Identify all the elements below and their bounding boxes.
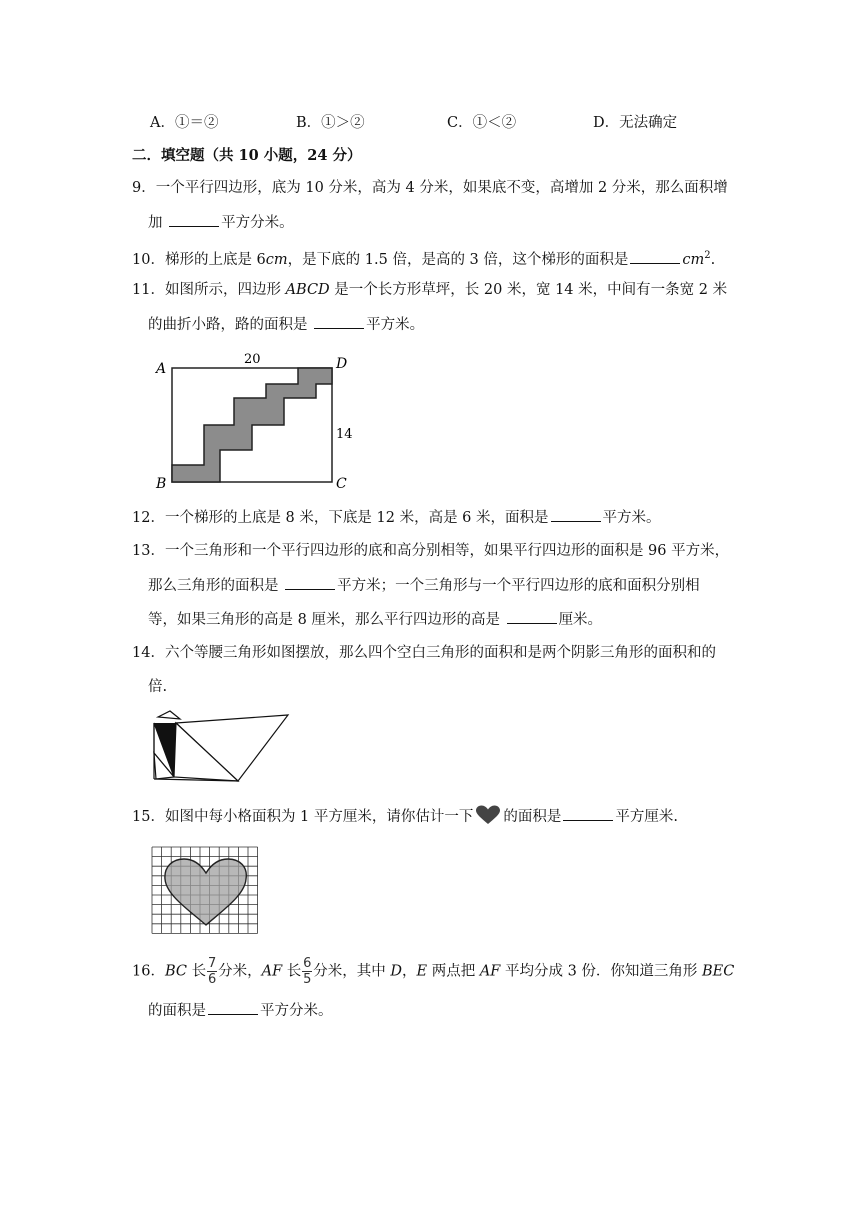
q16-line1: 16．BC 长 $\frac{7}{6}$ 分米，AF 长 $\frac{6}{5}$ 分米，其中 D，E 两点把 AF 平均分成 3 份．你知道三角形 BEC	[132, 956, 735, 987]
q12-blank[interactable]	[551, 507, 601, 522]
option-b: B．①＞②	[296, 115, 365, 131]
option-a: A．①＝②	[150, 115, 219, 131]
q16-line2: 的面积是 平方分米。	[148, 1000, 333, 1021]
option-c: C．①＜②	[447, 115, 517, 131]
q15-blank[interactable]	[563, 806, 613, 821]
figure-q14-triangles	[148, 705, 298, 787]
q10: 10．梯形的上底是 6cm，是下底的 1.5 倍，是高的 3 倍，这个梯形的面积是 $cm^2$.	[132, 250, 716, 268]
q11-blank[interactable]	[314, 314, 364, 329]
q10-blank[interactable]	[630, 249, 680, 264]
q9-line1: 9．一个平行四边形，底为 10 分米，高为 4 分米，如果底不变，高增加 2 分米，那么面积增	[132, 180, 728, 196]
label-d: D	[336, 356, 348, 372]
label-b: B	[156, 476, 167, 492]
figure-q11-lawn	[148, 350, 358, 496]
heart-shape	[165, 859, 246, 925]
q13-blank-1[interactable]	[285, 575, 335, 590]
option-d: D．无法确定	[593, 115, 678, 131]
q14-line1: 14．六个等腰三角形如图摆放，那么四个空白三角形的面积和是两个阴影三角形的面积和的	[132, 645, 716, 661]
figure-q15-grid-heart	[150, 845, 260, 941]
q15: 15．如图中每小格面积为 1 平方厘米，请你估计一下 的面积是 平方厘米.	[132, 805, 678, 827]
q13-line3: 等，如果三角形的高是 8 厘米，那么平行四边形的高是 厘米。	[148, 609, 602, 630]
q9-line2: 加 平方分米。	[148, 212, 294, 233]
q13-blank-2[interactable]	[507, 609, 557, 624]
label-length: 20	[244, 352, 261, 367]
q13-line1: 13．一个三角形和一个平行四边形的底和高分别相等，如果平行四边形的面积是 96 平方米，	[132, 543, 730, 559]
q16-blank[interactable]	[208, 1000, 258, 1015]
q11-line1: 11．如图所示，四边形 ABCD 是一个长方形草坪，长 20 米，宽 14 米，中间有一条宽 2 米	[132, 282, 728, 298]
fraction-7-6: $\frac{7}{6}$	[207, 956, 217, 987]
q13-line2: 那么三角形的面积是 平方米；一个三角形与一个平行四边形的底和面积分别相	[148, 575, 700, 596]
label-a: A	[156, 361, 167, 377]
section-title: 二．填空题（共 10 小题，24 分）	[132, 147, 362, 164]
q14-line2: 倍.	[148, 679, 168, 695]
label-width: 14	[336, 427, 353, 442]
q12: 12．一个梯形的上底是 8 米，下底是 12 米，高是 6 米，面积是 平方米。	[132, 507, 661, 528]
label-c: C	[336, 476, 347, 492]
fraction-6-5: $\frac{6}{5}$	[303, 956, 312, 987]
q11-line2: 的曲折小路，路的面积是 平方米。	[148, 314, 424, 335]
q9-blank[interactable]	[169, 212, 219, 227]
heart-icon	[475, 805, 501, 825]
